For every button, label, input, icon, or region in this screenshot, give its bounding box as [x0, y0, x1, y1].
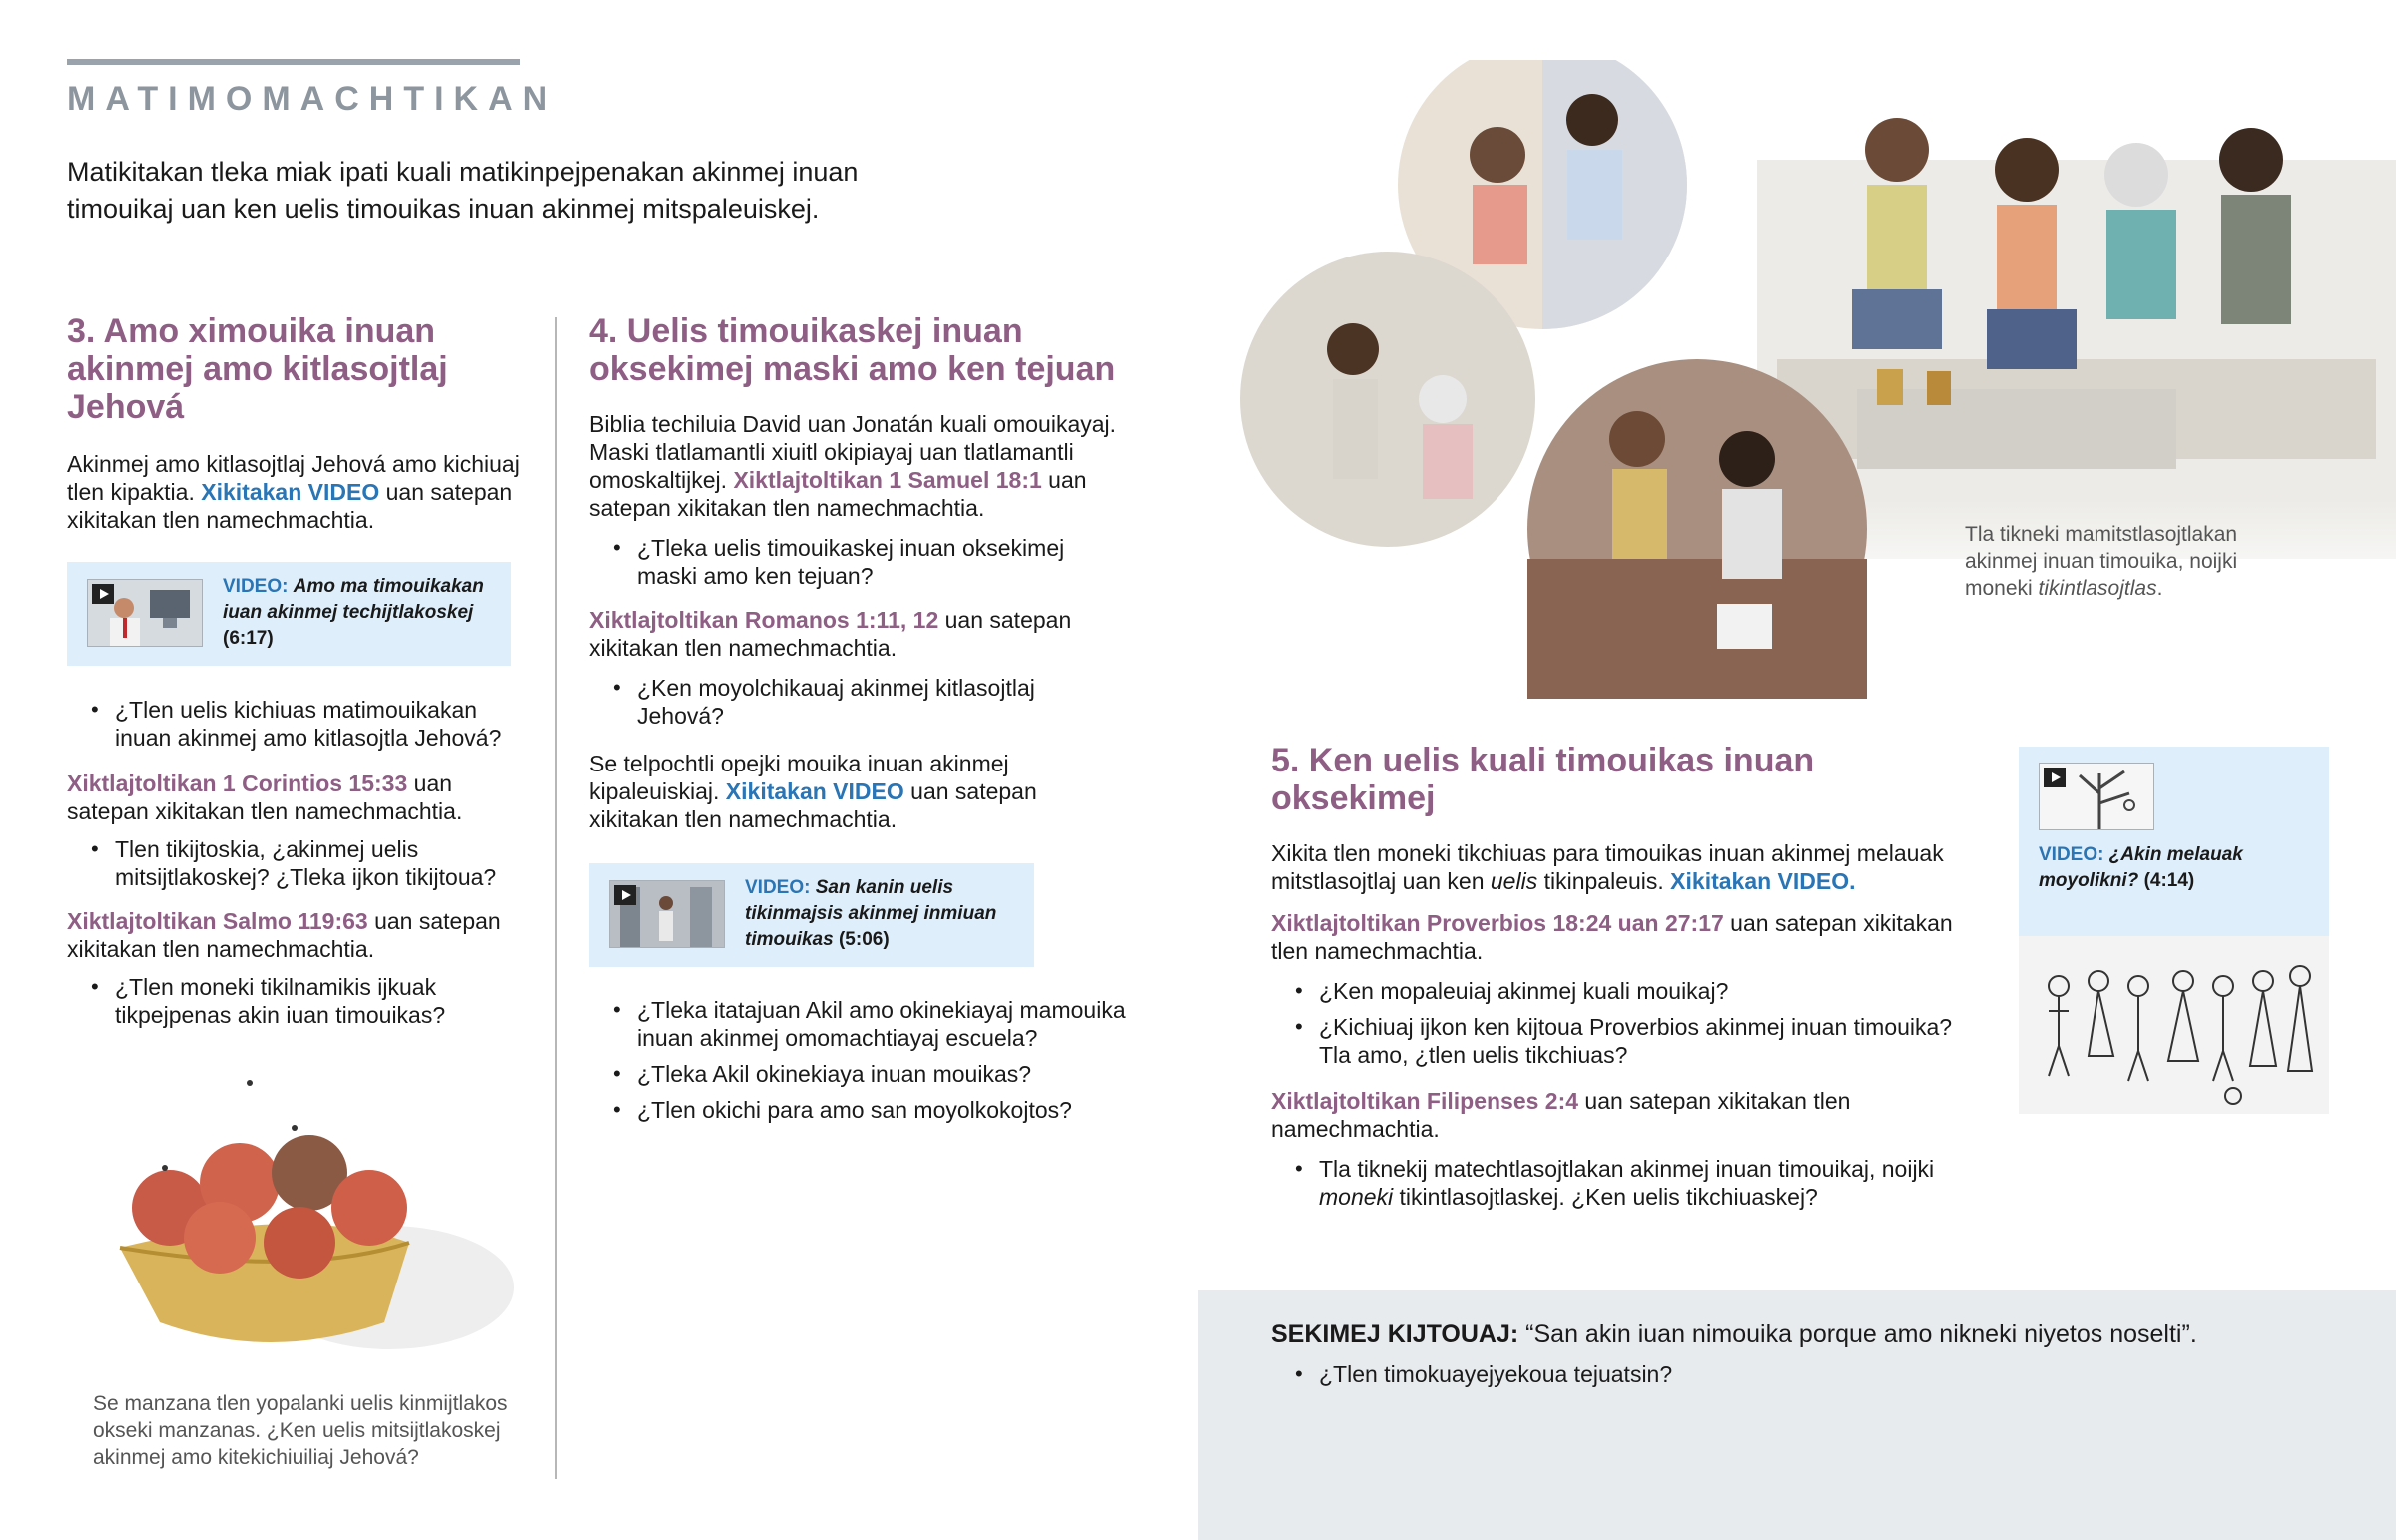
- question-item: • ¿Tleka itatajuan Akil amo okinekiayaj mamouika inuan akinmej omomachtiayaj escuela?: [589, 996, 1148, 1052]
- question-item: • ¿Tlen uelis kichiuas matimouikakan inuan akinmej amo kitlasojtla Jehová?: [67, 696, 526, 752]
- section-kicker: MATIMOMACHTIKAN: [67, 80, 558, 118]
- video-card-2[interactable]: VIDEO: San kanin uelis tikinmajsis akinmej inmiuan timouikas (5:06): [589, 863, 1034, 967]
- discussion-label: SEKIMEJ KIJTOUAJ:: [1271, 1320, 1519, 1348]
- scripture-link[interactable]: Xiktlajtoltikan 1 Samuel 18:1: [733, 467, 1042, 493]
- discussion-quote: SEKIMEJ KIJTOUAJ: “San akin iuan nimouika porque amo nikneki niyetos noselti”. • ¿Tlen timokuayejyekoua tejuatsin?: [1271, 1318, 2369, 1396]
- question-item: • ¿Tleka Akil okinekiaya inuan mouikas?: [589, 1060, 1148, 1088]
- video-duration: (4:14): [2143, 870, 2195, 891]
- section-4-questions: [589, 996, 1148, 1132]
- video-link[interactable]: Xikitakan VIDEO.: [1670, 868, 1856, 894]
- photo-caption: Tla tikneki mamitstlasojtlakan akinmej inuan timouika, noijki moneki tikintlasojtlas.: [1965, 523, 2238, 600]
- question-item: • Tlen tikijtoskia, ¿akinmej uelis mitsijtlakoskej? ¿Tleka ijkon tikijtoua?: [67, 835, 526, 891]
- scripture-reading: Xiktlajtoltikan Proverbios 18:24 uan 27:17 uan satepan xikitakan tlen namechmachtia.: [1271, 910, 1953, 964]
- column-divider: [555, 317, 557, 1479]
- scripture-reading: Xiktlajtoltikan Filipenses 2:4 uan satepan xikitakan tlen namechmachtia.: [1271, 1088, 1851, 1142]
- play-icon[interactable]: [92, 584, 114, 604]
- question-item: • ¿Tleka uelis timouikaskej inuan oksekimej maski amo ken tejuan?: [589, 534, 1128, 590]
- video-title: ¿Akin melauak moyolikni?: [2039, 844, 2243, 891]
- section-4: [589, 312, 1128, 833]
- section-3-paragraph: Akinmej amo kitlasojtlaj Jehová amo kichiuaj tlen kipaktia. Xikitakan VIDEO uan satepan xikitakan tlen namechmachtia.: [67, 451, 520, 533]
- question-item: • ¿Kichiuaj ijkon ken kijtoua Proverbios akinmej inuan timouika? Tla amo, ¿tlen uelis tikchiuas?: [1271, 1013, 1970, 1069]
- section-5-title: 5. Ken uelis kuali timouikas inuan oksekimej: [1271, 742, 1815, 817]
- scripture-link[interactable]: Xiktlajtoltikan 1 Corintios 15:33: [67, 770, 408, 796]
- sketch-friends-illustration: [2019, 936, 2329, 1114]
- scripture-reading: Xiktlajtoltikan Romanos 1:11, 12 uan satepan xikitakan tlen namechmachtia.: [589, 607, 1072, 661]
- question-item: • ¿Ken mopaleuiaj akinmej kuali mouikaj?: [1271, 977, 1970, 1005]
- apple-basket-illustration: [100, 1073, 519, 1372]
- video-thumbnail[interactable]: [87, 579, 203, 647]
- section-3: [67, 312, 526, 534]
- question-item: • ¿Ken moyolchikauaj akinmej kitlasojtlaj Jehová?: [589, 674, 1128, 730]
- play-icon[interactable]: [2044, 768, 2066, 787]
- scripture-reading: Xiktlajtoltikan Salmo 119:63 uan satepan xikitakan tlen namechmachtia.: [67, 908, 501, 962]
- question-item: • Tla tiknekij matechtlasojtlakan akinmej inuan timouikaj, noijki moneki tikintlasojtlaskej. ¿Ken uelis tikchiuaskej?: [1271, 1155, 1970, 1211]
- video-thumbnail[interactable]: [609, 880, 725, 948]
- scripture-link[interactable]: Xiktlajtoltikan Romanos 1:11, 12: [589, 607, 939, 633]
- question-item: • ¿Tlen timokuayejyekoua tejuatsin?: [1271, 1360, 2369, 1388]
- intro-text: Matikitakan tleka miak ipati kuali matikinpejpenakan akinmej inuan timouikaj uan ken uelis timouikas inuan akinmej mitspaleuiskej.: [67, 157, 859, 224]
- question-item: • ¿Tlen moneki tikilnamikis ijkuak tikpejpenas akin iuan timouikas?: [67, 973, 526, 1029]
- video-title: Amo ma timouikakan iuan akinmej techijtlakoskej: [223, 576, 484, 623]
- section-4-title: 4. Uelis timouikaskej inuan oksekimej maski amo ken tejuan: [589, 312, 1116, 388]
- video-card-1[interactable]: VIDEO: Amo ma timouikakan iuan akinmej techijtlakoskej (6:17): [67, 562, 511, 666]
- section-3-title: 3. Amo ximouika inuan akinmej amo kitlasojtlaj Jehová: [67, 312, 448, 426]
- video-title: San kanin uelis tikinmajsis akinmej inmiuan timouikas: [745, 877, 997, 950]
- section-5-paragraph: Xikita tlen moneki tikchiuas para timouikas inuan akinmej melauak mitstlasojtlaj uan ken uelis tikinpaleuis. Xikitakan VIDEO.: [1271, 840, 1944, 894]
- video-link[interactable]: Xikitakan VIDEO: [201, 479, 380, 505]
- section-5: [1271, 742, 1970, 1219]
- friends-sketch-panel: [2019, 936, 2329, 1114]
- video-duration: (6:17): [223, 628, 274, 649]
- video-link[interactable]: Xikitakan VIDEO: [725, 778, 904, 804]
- friends-collage-illustration: [1238, 60, 2396, 709]
- video-card-3[interactable]: VIDEO: ¿Akin melauak moyolikni? (4:14): [2019, 747, 2329, 936]
- scripture-link[interactable]: Xiktlajtoltikan Salmo 119:63: [67, 908, 368, 934]
- play-icon[interactable]: [614, 885, 636, 905]
- scripture-reading: Xiktlajtoltikan 1 Corintios 15:33 uan satepan xikitakan tlen namechmachtia.: [67, 770, 463, 824]
- video-thumbnail[interactable]: [2039, 763, 2154, 830]
- scripture-link[interactable]: Xiktlajtoltikan Filipenses 2:4: [1271, 1088, 1579, 1114]
- section-4-paragraph: Biblia techiluia David uan Jonatán kuali omouikayaj. Maski tlatlamantli xiuitl okipiayaj uan tlatlamantli omoskaltijkej. Xiktlajtoltikan 1 Samuel 18:1 uan satepan xikitakan tlen namechmachtia.: [589, 411, 1117, 521]
- section-4-paragraph-2: Se telpochtli opejki mouika inuan akinmej kipaleuiskiaj. Xikitakan VIDEO uan satepan xikitakan tlen namechmachtia.: [589, 751, 1037, 832]
- apple-caption: Se manzana tlen yopalanki uelis kinmijtlakos okseki manzanas. ¿Ken uelis mitsijtlakoskej akinmej amo kitekichiuiliaj Jehová?: [93, 1392, 508, 1469]
- video-duration: (5:06): [838, 929, 890, 950]
- header-rule: [67, 59, 520, 65]
- scripture-link[interactable]: Xiktlajtoltikan Proverbios 18:24 uan 27:17: [1271, 910, 1724, 936]
- question-item: • ¿Tlen okichi para amo san moyolkokojtos?: [589, 1096, 1148, 1124]
- section-3-body: [67, 696, 526, 1037]
